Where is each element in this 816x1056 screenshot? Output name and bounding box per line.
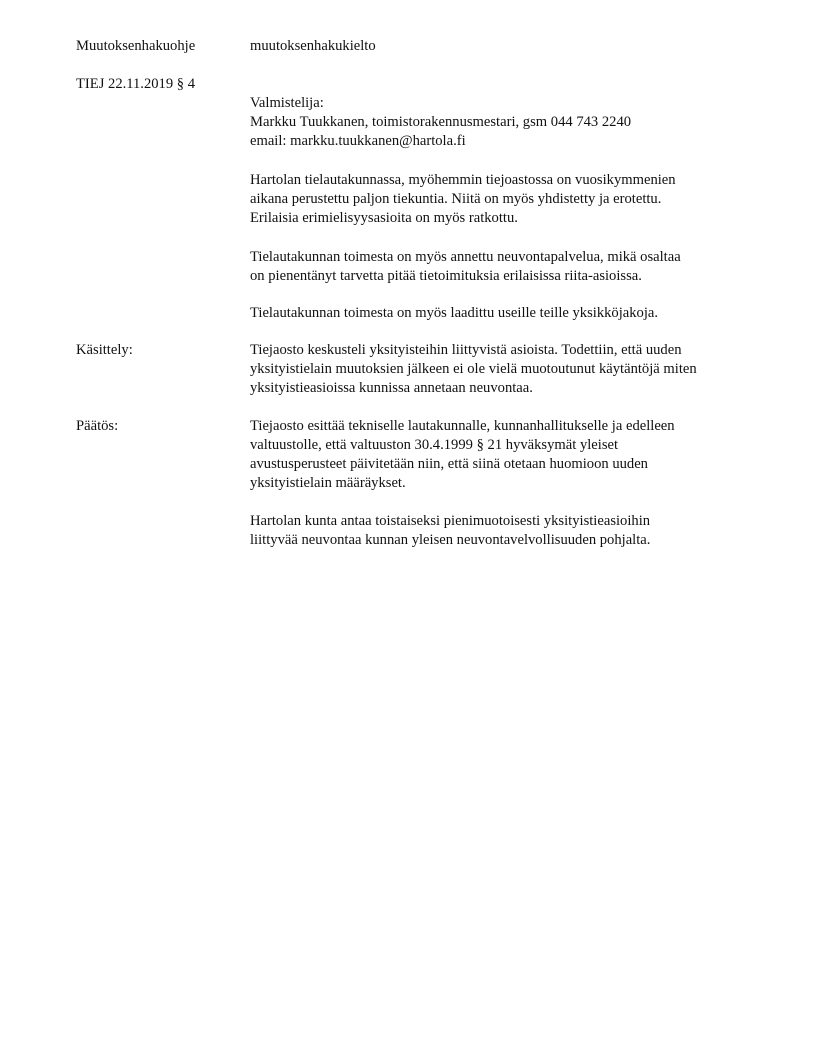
text-line: valtuustolle, että valtuuston 30.4.1999 § 21 hyväksymät yleiset [250,437,619,453]
text-line: yksityistielain määräykset. [250,475,406,491]
text-line: Tielautakunnan toimesta on myös laadittu useille teille yksikköjakoja. [250,305,659,321]
text-line: Valmistelija: [250,95,324,111]
text-line: Tielautakunnan toimesta on myös annettu neuvontapalvelua, mikä osaltaa [250,249,681,265]
text-line: Markku Tuukkanen, toimistorakennusmestari, gsm 044 743 2240 [250,114,632,130]
appeal-instructions-label: Muutoksenhakuohje [76,38,196,54]
preparer-block [250,94,631,151]
text-line: yksityistielain muutoksien jälkeen ei ole vielä muotoutunut käytäntöjä miten [250,361,697,377]
text-line: Hartolan kunta antaa toistaiseksi pienimuotoisesti yksityistieasioihin [250,513,651,529]
background-paragraph-1 [250,171,676,228]
appeal-instructions-value: muutoksenhakukielto [250,38,376,54]
text-line: Tiejaosto esittää tekniselle lautakunnalle, kunnanhallitukselle ja edelleen [250,418,675,434]
text-line: Tiejaosto keskusteli yksityisteihin liittyvistä asioista. Todettiin, että uuden [250,342,682,358]
background-paragraph-3 [250,304,658,323]
text-line: Hartolan tielautakunnassa, myöhemmin tiejoastossa on vuosikymmenien [250,172,676,188]
paatos-label: Päätös: [76,418,119,434]
meeting-reference: TIEJ 22.11.2019 § 4 [76,76,196,92]
text-line: avustusperusteet päivitetään niin, että siinä otetaan huomioon uuden [250,456,648,472]
paatos-paragraph-1 [250,417,675,493]
kasittely-text [250,341,697,398]
text-line: on pienentänyt tarvetta pitää tietoimituksia erilaisissa riita-asioissa. [250,268,642,284]
text-line: yksityistieasioissa kunnissa annetaan neuvontaa. [250,380,533,396]
text-line: email: markku.tuukkanen@hartola.fi [250,133,466,149]
text-line: aikana perustettu paljon tiekuntia. Niitä on myös yhdistetty ja erotettu. [250,191,662,207]
text-line: Erilaisia erimielisyysasioita on myös ratkottu. [250,210,518,226]
background-paragraph-2 [250,248,681,286]
kasittely-label: Käsittely: [76,342,133,358]
paatos-paragraph-2 [250,512,650,550]
text-line: liittyvää neuvontaa kunnan yleisen neuvontavelvollisuuden pohjalta. [250,532,651,548]
